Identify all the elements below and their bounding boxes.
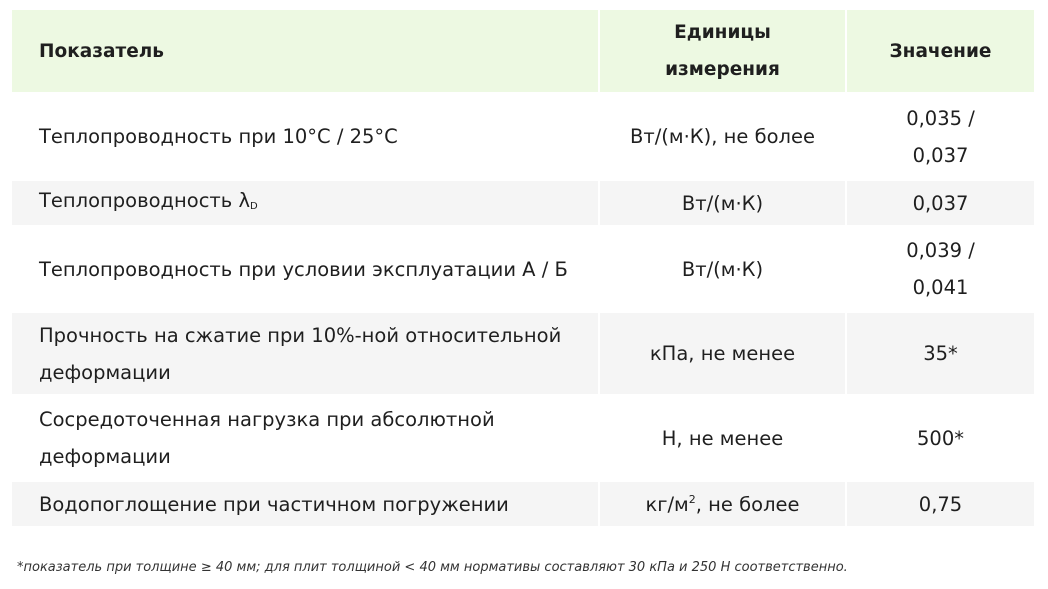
param-subscript: D: [250, 200, 258, 212]
unit-cell: [600, 227, 845, 311]
param-label: [39, 182, 258, 225]
unit-label: Вт/(м·К): [681, 191, 764, 215]
param-label: Теплопроводность при 10°С / 25°С: [39, 125, 398, 148]
table-row: [12, 482, 1034, 526]
param-cell: [12, 227, 598, 311]
value-cell: [847, 227, 1034, 311]
param-line1: Сосредоточенная нагрузка при абсолютной: [39, 408, 495, 431]
value-cell: [847, 482, 1034, 526]
header-units: [600, 10, 845, 92]
header-parameter-label: Показатель: [39, 40, 164, 62]
unit-superscript: 2: [688, 492, 696, 506]
param-cell: [12, 313, 598, 394]
header-value-label: Значение: [889, 40, 992, 62]
param-cell: [12, 94, 598, 179]
header-value: [847, 10, 1034, 92]
unit-label: Н, не менее: [661, 426, 784, 450]
value-line1: 0,039 /: [906, 239, 975, 262]
param-label: [39, 317, 561, 391]
param-line1: Прочность на сжатие при 10%-ной относительной: [39, 323, 562, 347]
unit-suffix: , не более: [695, 492, 800, 516]
value-line2: 0,037: [912, 143, 969, 167]
value-cell: [847, 396, 1034, 480]
unit-cell: [600, 94, 845, 179]
table-row: [12, 396, 1034, 480]
unit-cell: [600, 482, 845, 526]
param-line2: деформации: [39, 360, 171, 384]
param-cell: [12, 181, 598, 225]
value-label: 35*: [923, 342, 958, 365]
unit-label: [645, 486, 799, 523]
param-cell: [12, 482, 598, 526]
value-label: [906, 100, 975, 174]
unit-cell: [600, 396, 845, 480]
unit-label: Вт/(м·К), не более: [629, 125, 816, 148]
header-units-line2: измерения: [665, 59, 780, 80]
value-label: 500*: [917, 426, 964, 450]
value-label: 0,037: [912, 191, 969, 215]
unit-label: кПа, не менее: [649, 342, 796, 365]
value-cell: [847, 181, 1034, 225]
footnote: *показатель при толщине ≥ 40 мм; для плит толщиной < 40 мм нормативы составляют 30 кПа и 250 Н соответственно.: [17, 560, 848, 575]
param-label: [39, 401, 495, 475]
table-row: [12, 227, 1034, 311]
unit-base: кг/м: [645, 492, 689, 516]
unit-cell: [600, 181, 845, 225]
param-label: Водопоглощение при частичном погружении: [39, 492, 509, 516]
table-row: [12, 313, 1034, 394]
table-row: [12, 181, 1034, 225]
header-parameter: [12, 10, 598, 92]
value-cell: [847, 313, 1034, 394]
table-header-row: [12, 10, 1034, 92]
value-line2: 0,041: [912, 276, 969, 299]
table-row: [12, 94, 1034, 179]
param-line2: деформации: [39, 445, 171, 468]
value-label: 0,75: [918, 492, 963, 516]
header-units-label: [665, 14, 780, 88]
param-cell: [12, 396, 598, 480]
value-line1: 0,035 /: [906, 106, 975, 130]
value-label: [906, 232, 975, 306]
unit-cell: [600, 313, 845, 394]
param-text: Теплопроводность λ: [39, 188, 251, 212]
properties-table: [12, 10, 1034, 528]
header-units-line1: Единицы: [674, 22, 771, 43]
unit-label: Вт/(м·К): [681, 257, 764, 281]
value-cell: [847, 94, 1034, 179]
param-label: Теплопроводность при условии эксплуатации А / Б: [39, 257, 568, 281]
